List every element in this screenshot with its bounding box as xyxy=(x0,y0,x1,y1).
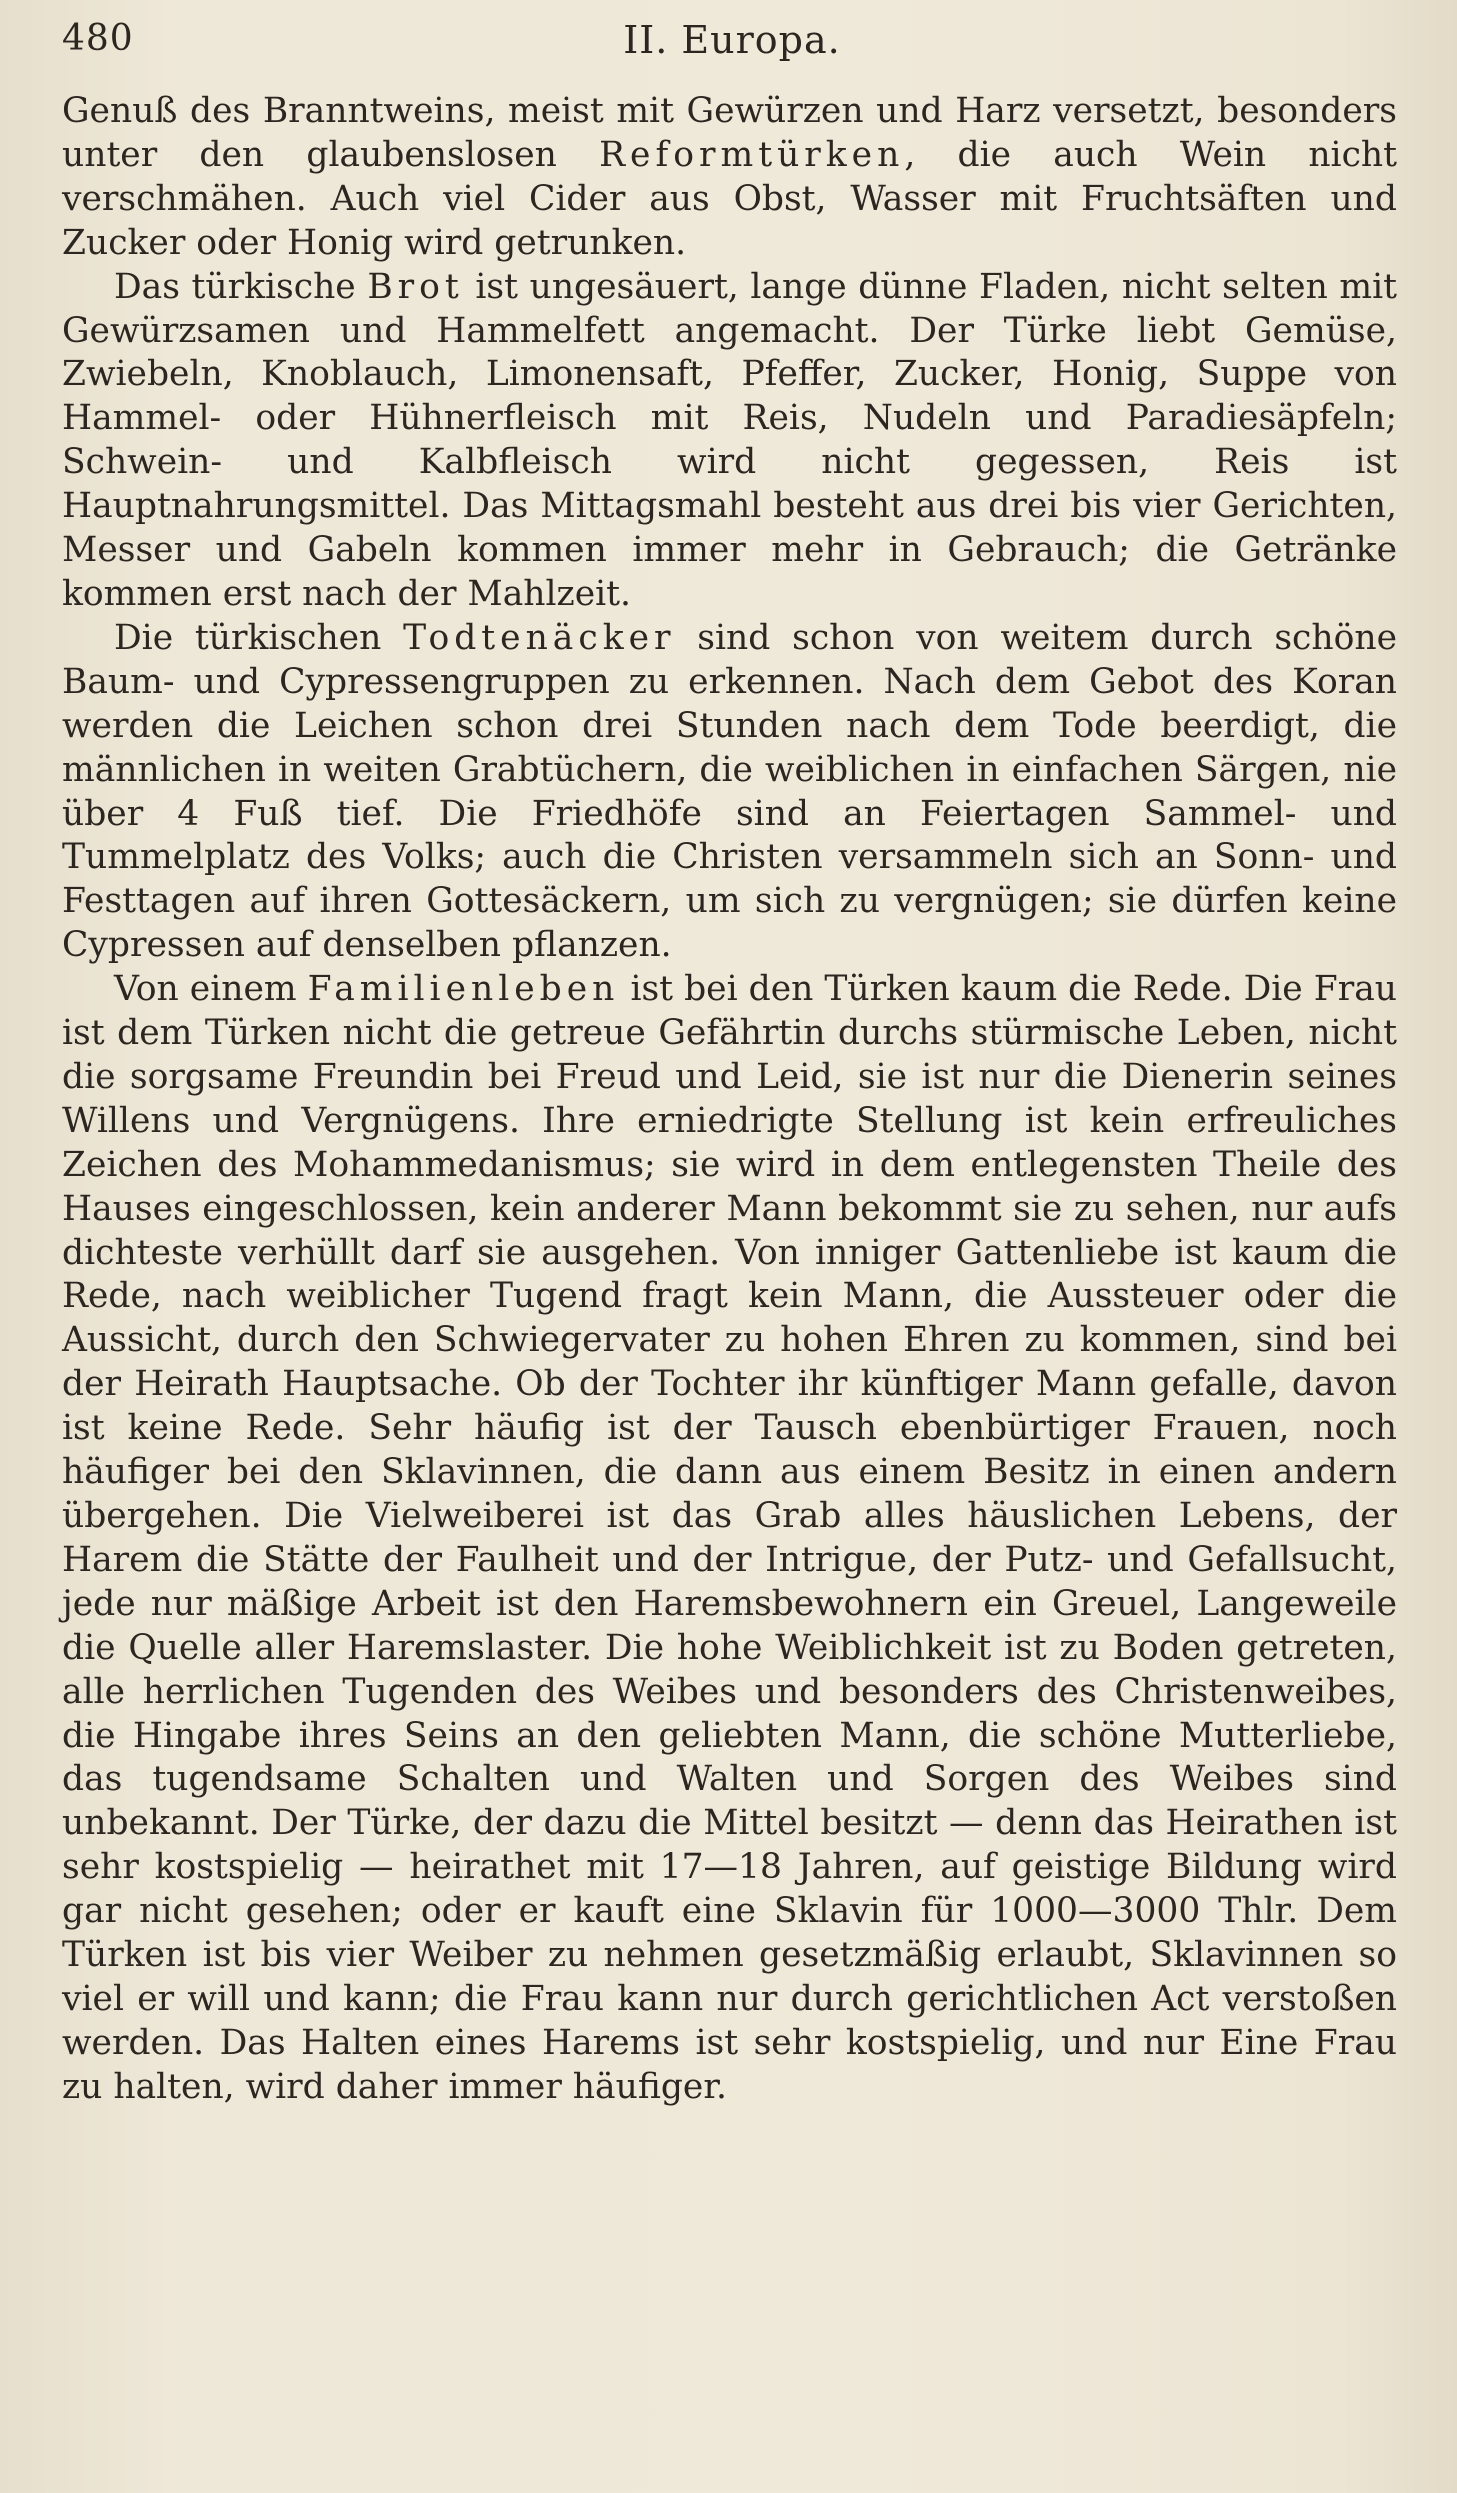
emphasized-term: Brot xyxy=(367,266,464,307)
paragraph-bread xyxy=(62,266,1397,617)
emphasized-term: Familienleben xyxy=(307,969,620,1010)
page-number: 480 xyxy=(62,18,134,59)
text-run: sind schon von weitem durch schöne Baum- und Cypressengruppen zu erkennen. Nach dem Gebot des Koran werden die Leichen schon drei Stunden nach dem Tode beerdigt, die männlichen in weiten Grabtüchern, die weiblichen in einfachen Särgen, nie über 4 Fuß tief. Die Friedhöfe sind an Feiertagen Sammel- und Tummelplatz des Volks; auch die Christen versammeln sich an Sonn- und Festtagen auf ihren Gottesäckern, um sich zu vergnügen; sie dürfen keine Cypressen auf denselben pflanzen. xyxy=(62,617,1398,966)
paragraph-drinks xyxy=(62,90,1397,266)
page-header xyxy=(62,18,1402,74)
text-run: Das türkische xyxy=(114,266,368,307)
running-title: II. Europa. xyxy=(623,18,841,62)
paragraph-cemeteries xyxy=(62,617,1397,968)
emphasized-term: Todtenäcker xyxy=(403,617,676,658)
paragraph-family-life xyxy=(62,968,1397,2110)
text-run: ist ungesäuert, lange dünne Fladen, nicht selten mit Gewürzsamen und Hammelfett angemacht. Der Türke liebt Gemüse, Zwiebeln, Knoblauch, Limonensaft, Pfeffer, Zucker, Honig, Suppe von Hammel- oder Hühnerfleisch mit Reis, Nudeln und Paradiesäpfeln; Schwein- und Kalbfleisch wird nicht gegessen, Reis ist Hauptnahrungsmittel. Das Mittagsmahl besteht aus drei bis vier Gerichten, Messer und Gabeln kommen immer mehr in Gebrauch; die Getränke kommen erst nach der Mahlzeit. xyxy=(62,266,1397,614)
text-run: Genuß des Branntweins, meist mit Gewürzen und Harz versetzt, besonders unter den glaubenslosen xyxy=(62,91,1397,175)
text-run: Die türkischen xyxy=(114,617,404,658)
text-run: , die auch Wein nicht verschmähen. Auch viel Cider aus Obst, Wasser mit Fruchtsäften und Zucker oder Honig wird getrunken. xyxy=(62,134,1397,263)
text-run: ist bei den Türken kaum die Rede. Die Frau ist dem Türken nicht die getreue Gefährtin durchs stürmische Leben, nicht die sorgsame Freundin bei Freud und Leid, sie ist nur die Dienerin seines Willens und Vergnügens. Ihre erniedrigte Stellung ist kein erfreuliches Zeichen des Mohammedanismus; sie wird in dem entlegensten Theile des Hauses eingeschlossen, kein anderer Mann bekommt sie zu sehen, nur aufs dichteste verhüllt darf sie ausgehen. Von inniger Gattenliebe ist kaum die Rede, nach weiblicher Tugend fragt kein Mann, die Aussteuer oder die Aussicht, durch den Schwiegervater zu hohen Ehren zu kommen, sind bei der Heirath Hauptsache. Ob der Tochter ihr künftiger Mann gefalle, davon ist keine Rede. Sehr häufig ist der Tausch ebenbürtiger Frauen, noch häufiger bei den Sklavinnen, die dann aus einem Besitz in einen andern übergehen. Die Vielweiberei ist das Grab alles häuslichen Lebens, der Harem die Stätte der Faulheit und der Intrigue, der Putz- und Gefallsucht, jede nur mäßige Arbeit ist den Haremsbewohnern ein Greuel, Langeweile die Quelle aller Haremslaster. Die hohe Weiblichkeit ist zu Boden getreten, alle herrlichen Tugenden des Weibes und besonders des Christenweibes, die Hingabe ihres Seins an den geliebten Mann, die schöne Mutterliebe, das tugendsame Schalten und Walten und Sorgen des Weibes sind unbekannt. Der Türke, der dazu die Mittel besitzt — denn das Heirathen ist sehr kostspielig — heirathet mit 17—18 Jahren, auf geistige Bildung wird gar nicht gesehen; oder er kauft eine Sklavin für 1000—3000 Thlr. Dem Türken ist bis vier Weiber zu nehmen gesetzmäßig erlaubt, Sklavinnen so viel er will und kann; die Frau kann nur durch gerichtlichen Act verstoßen werden. Das Halten eines Harems ist sehr kostspielig, und nur Eine Frau zu halten, wird daher immer häufiger. xyxy=(62,969,1397,2107)
emphasized-term: Reformtürken xyxy=(599,134,905,175)
body-text xyxy=(62,90,1397,2470)
text-run: Von einem xyxy=(114,969,308,1010)
